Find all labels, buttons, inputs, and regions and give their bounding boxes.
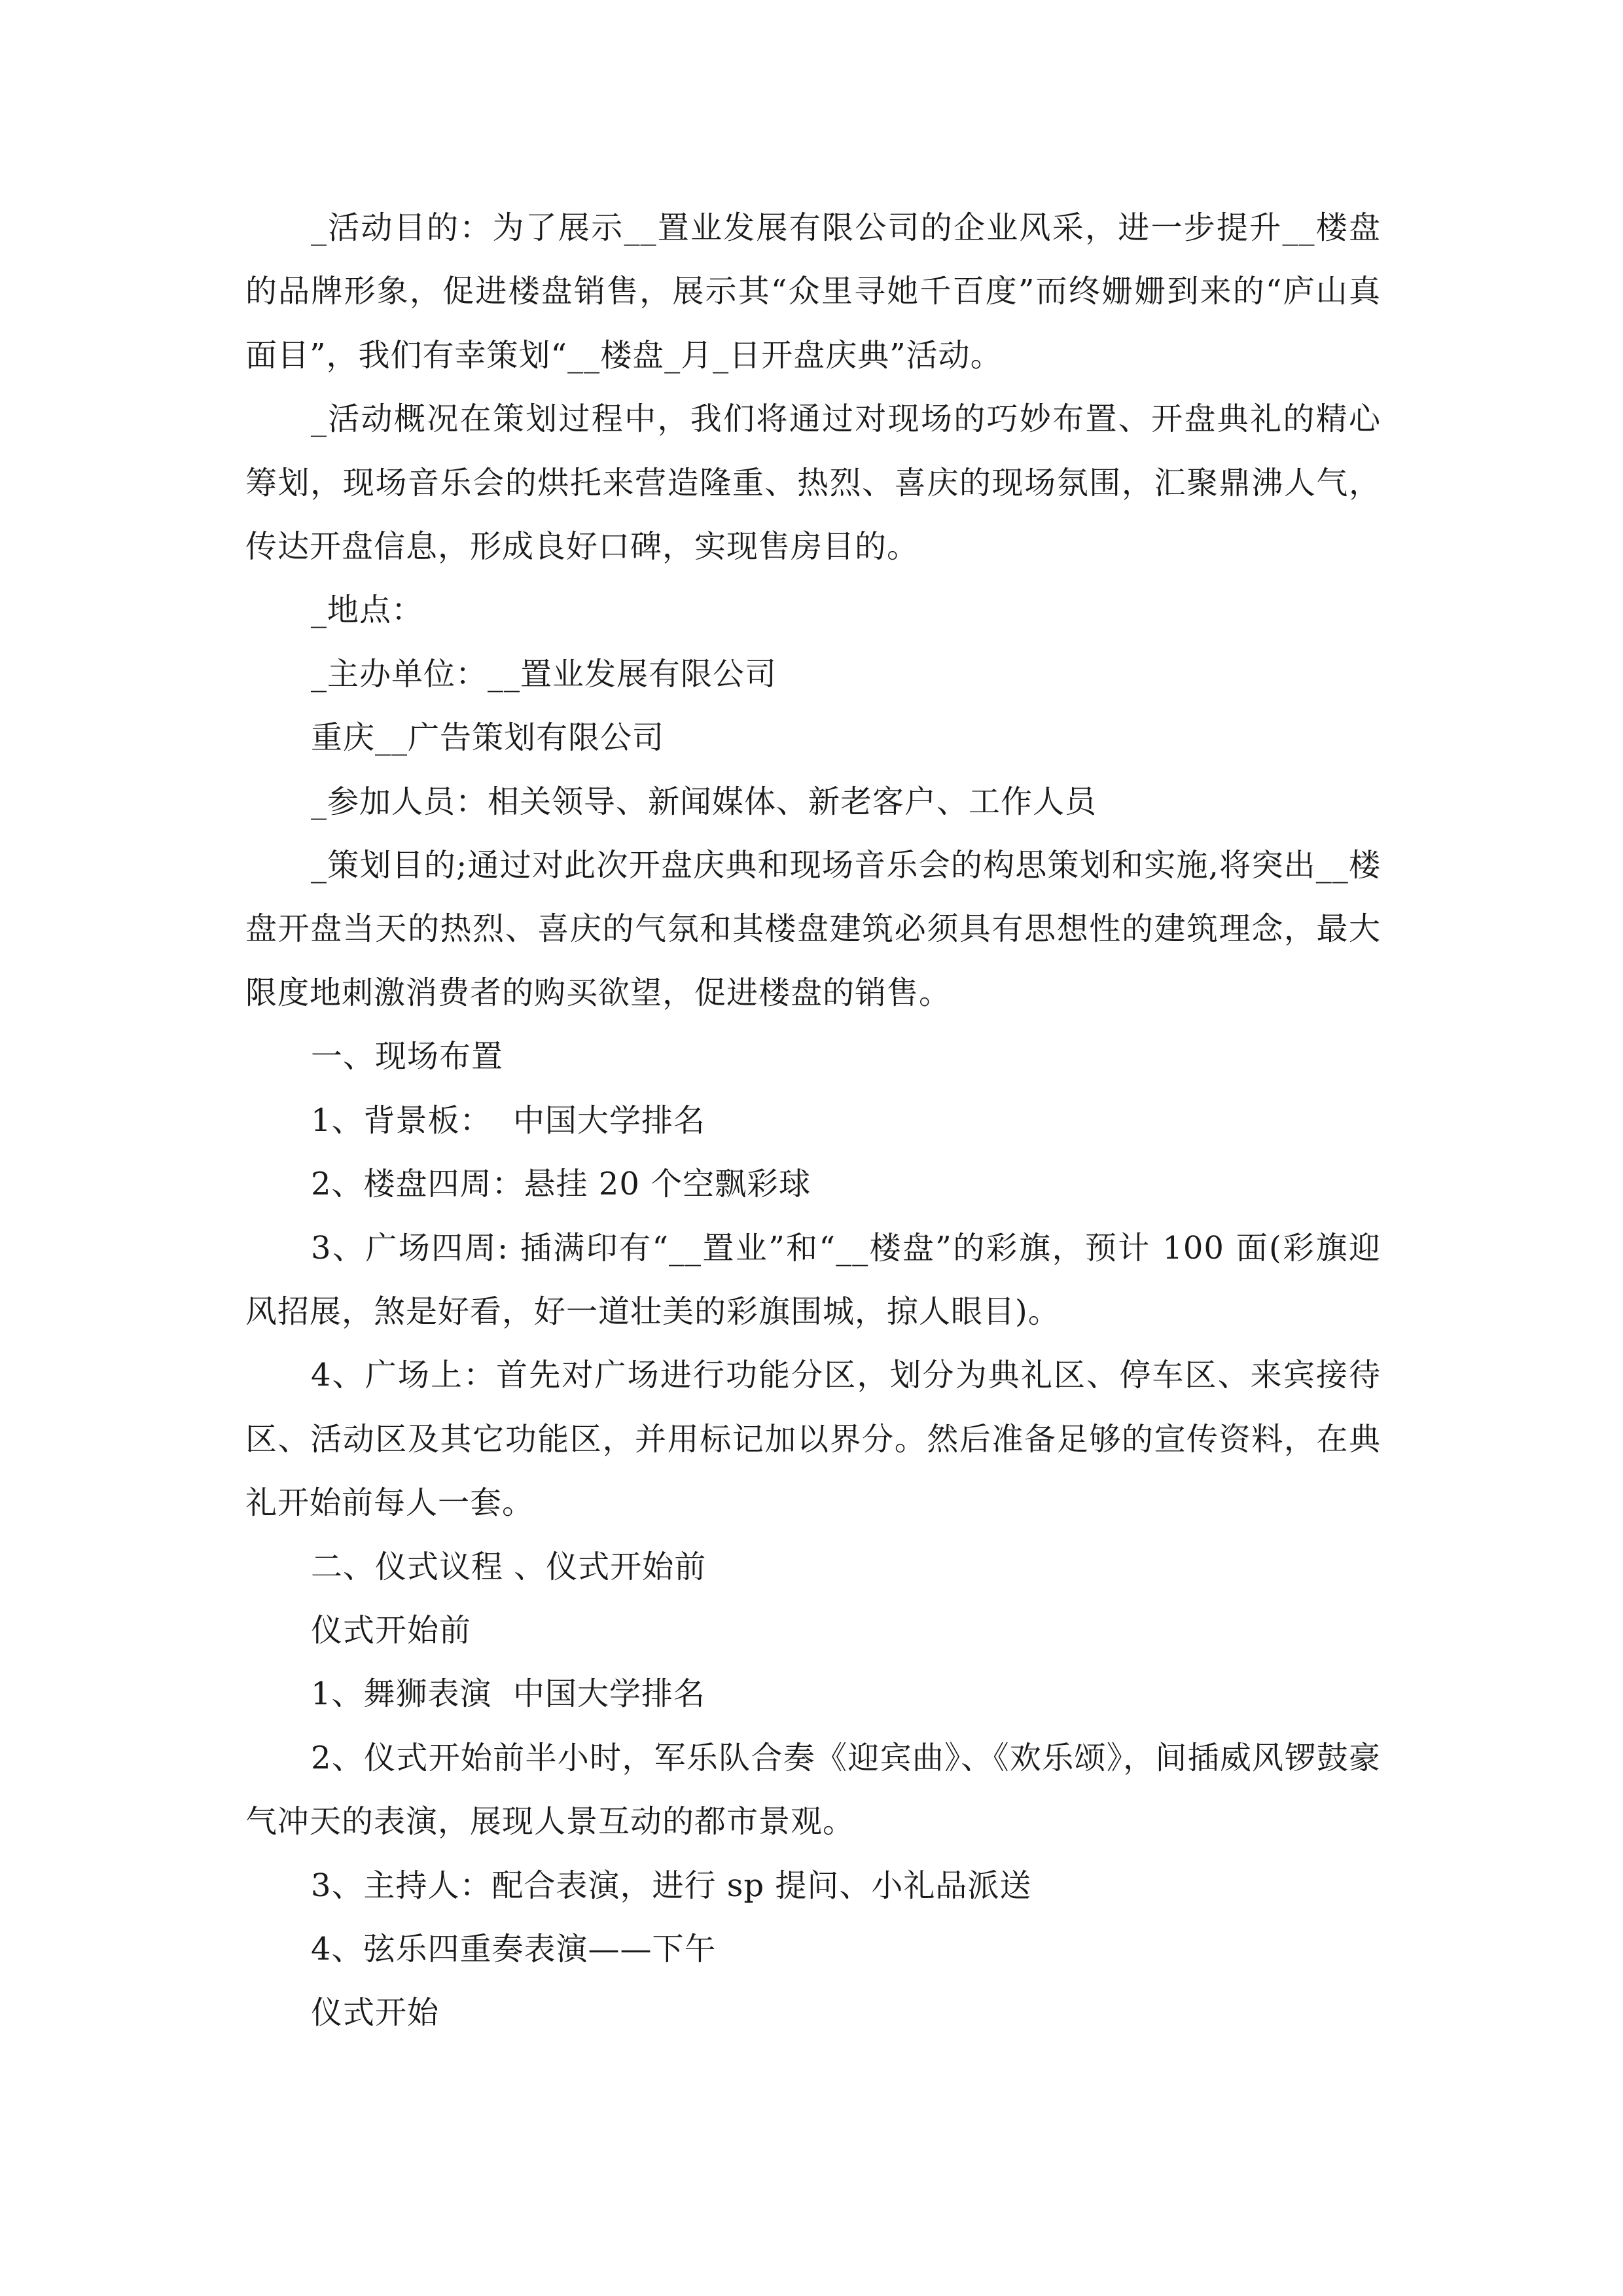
list-item-plaza-zoning: 4、广场上：首先对广场进行功能分区，划分为典礼区、停车区、来宾接待区、活动区及其它功能区，并用标记加以界分。然后准备足够的宣传资料，在典礼开始前每人一套。 [245,1357,1381,1522]
document-body [245,196,1381,2045]
paragraph-location: _地点： [311,592,424,629]
list-item-flags: 3、广场四周: 插满印有“__置业”和“__楼盘”的彩旗，预计 100 面(彩旗迎风招展，煞是好看，好一道壮美的彩旗围城，掠人眼目)。 [245,1229,1381,1330]
paragraph-activity-purpose: _活动目的：为了展示__置业发展有限公司的企业风采，进一步提升__楼盘的品牌形象，促进楼盘销售，展示其“众里寻她千百度”而终姗姗到来的“庐山真面目”，我们有幸策划“__楼盘_月_日开盘庆典”活动。 [245,209,1381,374]
list-item-backdrop: 1、背景板： 中国大学排名 [311,1102,706,1139]
list-item-balloons: 2、楼盘四周：悬挂 20 个空飘彩球 [311,1166,812,1203]
subheading-before-ceremony: 仪式开始前 [311,1611,472,1649]
list-item-lion-dance: 1、舞狮表演 中国大学排名 [311,1676,706,1713]
section-heading-ceremony-agenda: 二、仪式议程 、仪式开始前 [311,1548,707,1585]
list-item-string-quartet: 4、弦乐四重奏表演——下午 [311,1930,717,1967]
paragraph-activity-overview: _活动概况在策划过程中，我们将通过对现场的巧妙布置、开盘典礼的精心筹划，现场音乐会的烘托来营造隆重、热烈、喜庆的现场氛围，汇聚鼎沸人气，传达开盘信息，形成良好口碑，实现售房目的。 [245,401,1381,565]
paragraph-co-organizer: 重庆__广告策划有限公司 [311,719,665,757]
subheading-ceremony-start: 仪式开始 [311,1994,440,2032]
section-heading-site-layout: 一、现场布置 [311,1038,504,1075]
list-item-host: 3、主持人：配合表演，进行 sp 提问、小礼品派送 [311,1867,1032,1904]
list-item-military-band: 2、仪式开始前半小时，军乐队合奏《迎宾曲》、《欢乐颂》，间插威风锣鼓豪气冲天的表演，展现人景互动的都市景观。 [245,1739,1381,1840]
paragraph-participants: _参加人员：相关领导、新闻媒体、新老客户、工作人员 [311,783,1097,820]
paragraph-organizer: _主办单位：__置业发展有限公司 [311,655,777,692]
paragraph-planning-purpose: _策划目的;通过对此次开盘庆典和现场音乐会的构思策划和实施,将突出__楼盘开盘当天的热烈、喜庆的气氛和其楼盘建筑必须具有思想性的建筑理念，最大限度地刺激消费者的购买欲望，促进楼盘的销售。 [245,847,1381,1011]
